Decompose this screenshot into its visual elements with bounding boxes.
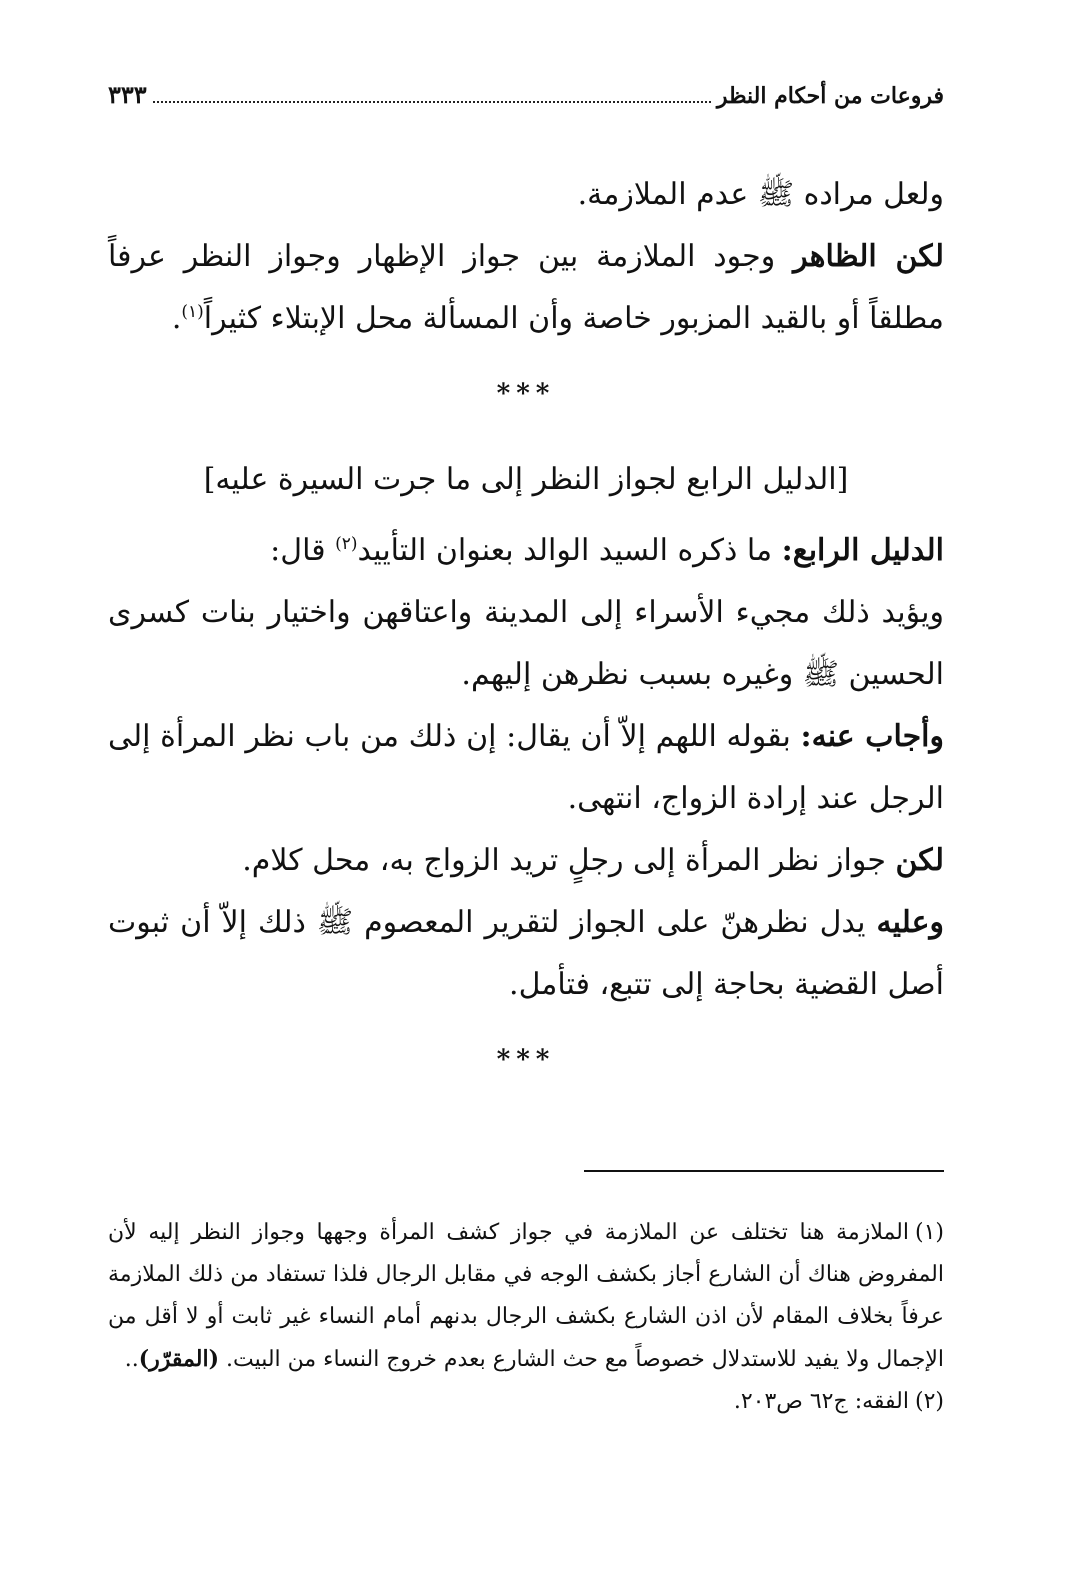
paragraph-6-text: جواز نظر المرأة إلى رجلٍ تريد الزواج به، محل كلام.: [242, 843, 896, 878]
footnote-1-number: (١): [914, 1220, 944, 1245]
paragraph-3-text: ما ذكره السيد الوالد بعنوان التأييد: [357, 533, 782, 568]
paragraph-6: [108, 830, 944, 892]
footnote-separator: [584, 1170, 944, 1172]
header-leader-dots: [153, 87, 711, 103]
paragraph-2-text: وجود الملازمة بين جواز الإظهار وجواز النظر عرفاً مطلقاً أو بالقيد المزبور خاصة وأن المسألة محل الإبتلاء كثيراً: [108, 239, 944, 336]
paragraph-2-end: .: [171, 301, 182, 336]
paragraph-7-lead: وعليه: [876, 905, 944, 940]
footnote-2-text: الفقه: ج٦٢ ص٢٠٣.: [733, 1389, 909, 1414]
paragraph-1: ولعل مراده ﷺ عدم الملازمة.: [577, 177, 944, 212]
paragraph-2: [108, 226, 944, 350]
footnote-2: [108, 1381, 944, 1423]
section-divider-stars: ***: [496, 379, 556, 409]
main-text: [108, 164, 944, 1116]
footnote-2-number: (٢): [914, 1389, 944, 1414]
paragraph-5-text: بقوله اللهم إلاّ أن يقال: إن ذلك من باب نظر المرأة إلى الرجل عند إرادة الزواج، انتهى.: [108, 719, 944, 816]
paragraph-6-lead: لكن: [895, 843, 944, 878]
paragraph-4: ويؤيد ذلك مجيء الأسراء إلى المدينة واعتاقهن واختيار بنات كسرى الحسين ﷺ وغيره بسبب نظرهن إليهم.: [108, 595, 944, 692]
page-number: ٣٣٣: [108, 80, 147, 109]
footnote-ref-1[interactable]: (١): [181, 302, 204, 322]
footnote-1: [108, 1212, 944, 1381]
running-header: [108, 80, 944, 109]
paragraph-5: [108, 706, 944, 830]
paragraph-5-lead: وأجاب عنه:: [800, 719, 945, 754]
paragraph-3-lead: الدليل الرابع:: [781, 533, 944, 568]
footnote-ref-2[interactable]: (٢): [335, 534, 358, 554]
paragraph-2-lead: لكن الظاهر: [793, 239, 944, 274]
paragraph-7-text: يدل نظرهنّ على الجواز لتقرير المعصوم ﷺ ذلك إلاّ أن ثبوت أصل القضية بحاجة إلى تتبع، فتأمل.: [108, 905, 944, 1002]
paragraph-3: [108, 520, 944, 582]
paragraph-7: [108, 892, 944, 1016]
footnote-1-text: الملازمة هنا تختلف عن الملازمة في جواز كشف المرأة وجهها وجواز النظر إليه لأن المفروض هناك أن الشارع أجاز بكشف الوجه في مقابل الرجال فلذا تستفاد من ذلك الملازمة عرفاً بخلاف المقام لأن اذن الشارع بكشف الرجال بدنهم أمام النساء غير ثابت أو لا أقل من الإجمال ولا يفيد للاستدلال خصوصاً مع حث الشارع بعدم خروج النساء من البيت.: [108, 1220, 944, 1372]
footnote-1-end: ..: [124, 1347, 139, 1372]
footnotes: [108, 1212, 944, 1423]
section-divider-stars-end: ***: [496, 1045, 556, 1075]
running-title: فروعات من أحكام النظر: [716, 83, 944, 109]
paragraph-3-end: قال:: [270, 533, 336, 568]
footnote-1-signature: (المقرّر): [138, 1346, 219, 1372]
section-title: [الدليل الرابع لجواز النظر إلى ما جرت السيرة عليه]: [203, 462, 849, 497]
